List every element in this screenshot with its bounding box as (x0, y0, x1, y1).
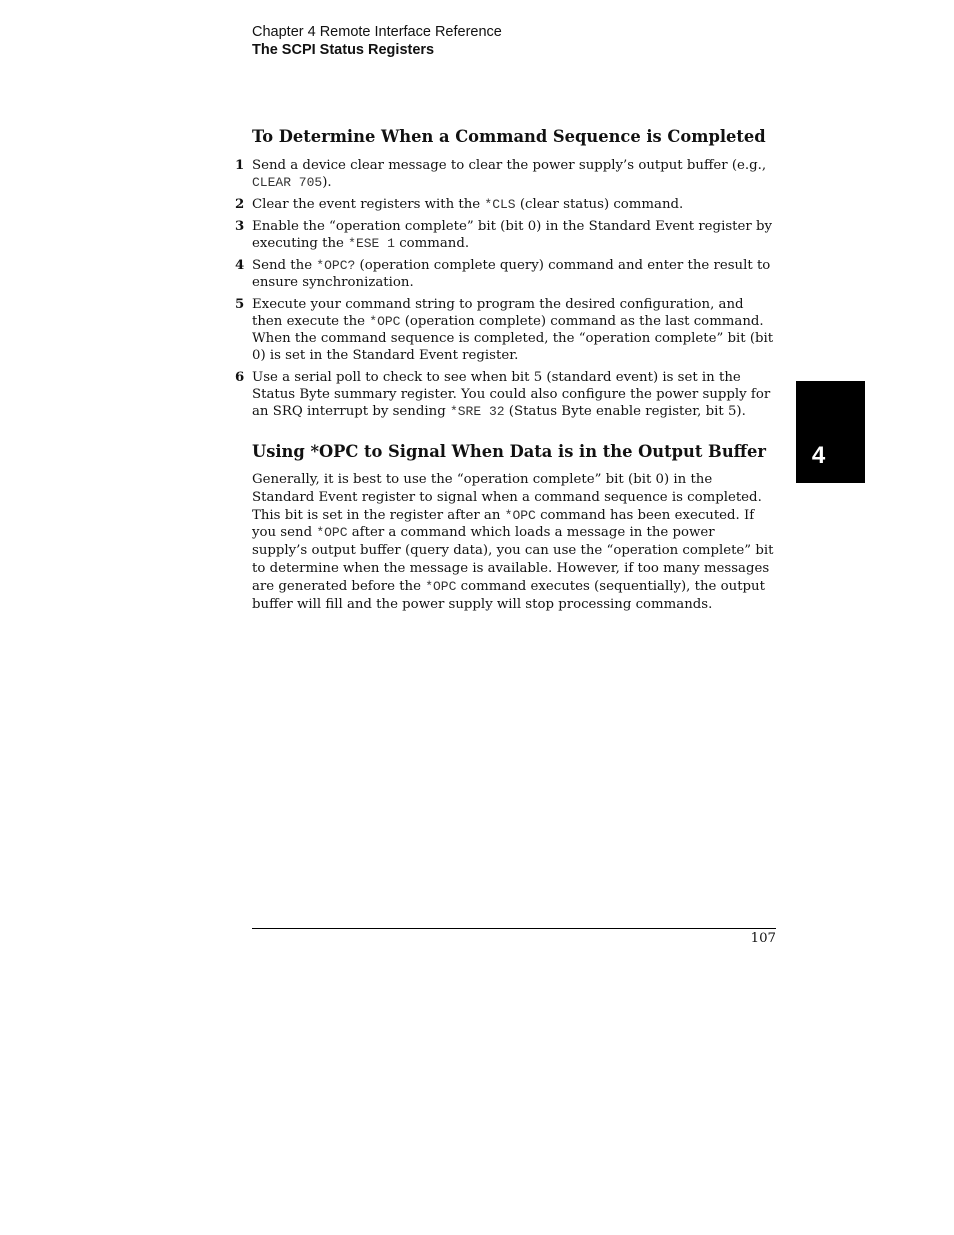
steps-list (230, 157, 776, 425)
text-run: after a command which loads a message in the power supply’s output buffer (query data), you can use the “operation complete” bit to determine when the message is available. However, if too many messages are generated before the (252, 525, 774, 594)
step-text (252, 197, 683, 212)
text-run: (operation complete) command as the last command. When the command sequence is completed, the “operation complete” bit (bit 0) is set in the Standard Event register. (252, 314, 774, 363)
step-item (230, 157, 776, 191)
section-heading-opc-output-buffer: Using *OPC to Signal When Data is in the Output Buffer (252, 442, 766, 461)
text-run: Send the (252, 258, 317, 273)
step-number: 6 (235, 370, 245, 385)
chapter-tab (796, 381, 865, 483)
step-text (252, 258, 770, 290)
text-run: command has been executed. If you send (252, 507, 755, 541)
step-item (230, 196, 776, 213)
text-run: (clear status) command. (515, 197, 684, 212)
step-text (252, 219, 772, 251)
text-run: Execute your command string to program the desired configuration, and then execute the (252, 297, 744, 329)
text-run: (operation complete query) command and enter the result to ensure synchronization. (252, 258, 771, 290)
text-run: Send a device clear message to clear the power supply’s output buffer (e.g., (252, 158, 767, 173)
page-number: 107 (750, 931, 776, 946)
command-code: *OPC (504, 507, 536, 523)
command-code: *ESE 1 (348, 236, 395, 251)
header-section-title: The SCPI Status Registers (252, 42, 435, 58)
command-code: *OPC (316, 525, 348, 541)
text-run: command executes (sequentially), the output buffer will fill and the power supply will stop processing commands. (252, 578, 765, 612)
step-number: 4 (235, 258, 245, 273)
step-text (252, 158, 766, 190)
step-number: 2 (235, 197, 245, 212)
step-number: 3 (235, 219, 245, 234)
step-item (230, 218, 776, 252)
command-code: CLEAR 705 (252, 175, 323, 190)
text-run: ). (322, 175, 332, 190)
step-item (230, 369, 776, 420)
chapter-tab-label: 4 (811, 442, 826, 469)
text-run: Clear the event registers with the (252, 197, 485, 212)
section-heading-command-sequence: To Determine When a Command Sequence is Completed (252, 127, 766, 146)
opc-paragraph (252, 471, 774, 613)
command-code: *CLS (484, 197, 516, 212)
text-run: Use a serial poll to check to see when bit 5 (standard event) is set in the Status Byte summary register. You could also configure the power supply for an SRQ interrupt by sending (252, 370, 771, 419)
command-code: *OPC? (316, 258, 356, 273)
step-text (252, 297, 773, 363)
step-item (230, 257, 776, 291)
command-code: *OPC (369, 314, 401, 329)
step-number: 5 (235, 297, 245, 312)
command-code: *OPC (425, 578, 457, 594)
step-number: 1 (235, 158, 245, 173)
header-chapter: Chapter 4 Remote Interface Reference (252, 24, 502, 40)
command-code: *SRE 32 (449, 404, 505, 419)
step-text (252, 370, 770, 419)
text-run: (Status Byte enable register, bit 5). (504, 404, 746, 419)
text-run: command. (394, 236, 470, 251)
step-item (230, 296, 776, 364)
text-run: Generally, it is best to use the “operation complete” bit (bit 0) in the Standard Event register to signal when a command sequence is completed. This bit is set in the register after an (252, 472, 762, 523)
footer-rule (252, 928, 776, 929)
text-run: Enable the “operation complete” bit (bit 0) in the Standard Event register by executing the (252, 219, 772, 251)
